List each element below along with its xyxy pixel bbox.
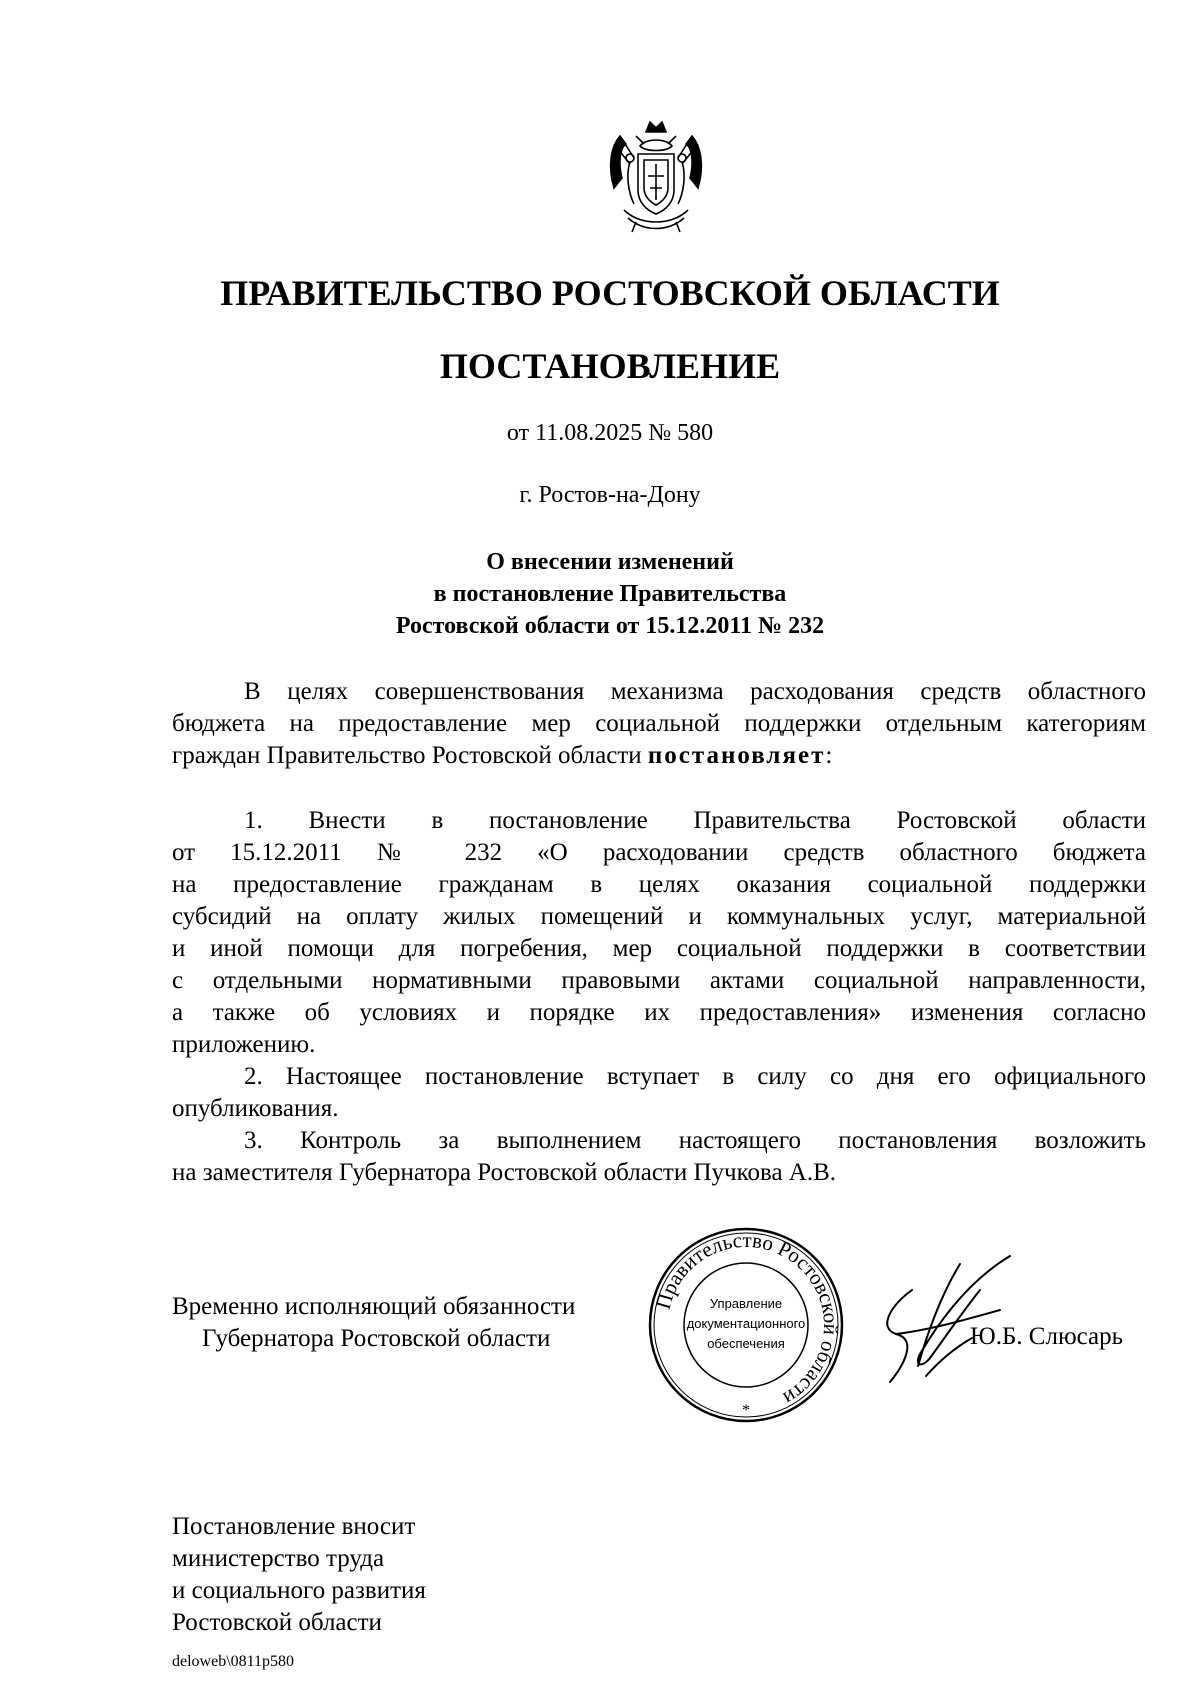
position-line: Губернатора Ростовской области xyxy=(202,1325,551,1352)
item-1-line: 1. Внести в постановление Правительства Ростовской области xyxy=(244,807,1146,834)
item-1-line: и иной помощи для погребения, мер социальной поддержки в соответствии xyxy=(172,935,1146,962)
subject-line: в постановление Правительства xyxy=(433,581,787,607)
item-1-line: от 15.12.2011 № 232 «О расходовании средств областного бюджета xyxy=(172,839,1146,866)
stamp-outer-text: Правительство Ростовской области xyxy=(650,1227,844,1411)
decree-items xyxy=(172,805,1146,1189)
item-1-line: субсидий на оплату жилых помещений и коммунальных услуг, материальной xyxy=(172,903,1146,930)
item-3-line: 3. Контроль за выполнением настоящего постановления возложить xyxy=(244,1127,1146,1154)
submitter-line: Ростовской области xyxy=(172,1609,382,1636)
submitter-block xyxy=(172,1511,426,1639)
item-1-line: с отдельными нормативными правовыми актами социальной направленности, xyxy=(172,967,1146,994)
subject-line: Ростовской области от 15.12.2011 № 232 xyxy=(395,613,825,639)
decree-type-title: ПОСТАНОВЛЕНИЕ xyxy=(439,346,781,386)
submitter-line: министерство труда xyxy=(172,1545,385,1572)
stamp-inner-line: документационного xyxy=(686,1316,806,1331)
item-3-line: на заместителя Губернатора Ростовской области Пучкова А.В. xyxy=(172,1159,837,1186)
stamp-star: * xyxy=(742,1402,750,1419)
subject-line: О внесении изменений xyxy=(486,549,734,575)
item-1-line: на предоставление гражданам в целях оказания социальной поддержки xyxy=(172,871,1146,898)
preamble-paragraph xyxy=(172,676,1146,772)
item-1-line: а также об условиях и порядке их предоставления» изменения согласно xyxy=(172,999,1146,1026)
city-line: г. Ростов-на-Дону xyxy=(519,482,701,508)
document-code: deloweb\0811p580 xyxy=(172,1653,295,1670)
government-title: ПРАВИТЕЛЬСТВО РОСТОВСКОЙ ОБЛАСТИ xyxy=(220,273,1000,313)
position-line: Временно исполняющий обязанности xyxy=(172,1293,576,1320)
signatory-position xyxy=(172,1291,575,1355)
resolves-emphasis: постановляет xyxy=(647,742,826,769)
stamp-inner-line: обеспечения xyxy=(707,1336,785,1351)
preamble-line: бюджета на предоставление мер социальной поддержки отдельным категориям xyxy=(172,710,1146,737)
date-number-line: от 11.08.2025 № 580 xyxy=(506,420,714,446)
item-2-line: 2. Настоящее постановление вступает в силу со дня его официального xyxy=(244,1063,1146,1090)
stamp-inner-line: Управление xyxy=(709,1296,783,1311)
handwritten-signature xyxy=(860,1250,1030,1390)
item-1-line: приложению. xyxy=(172,1031,316,1058)
coat-of-arms-icon xyxy=(600,118,712,236)
submitter-line: Постановление вносит xyxy=(172,1513,416,1540)
preamble-text: граждан Правительство Ростовской области xyxy=(172,742,648,769)
signatory-name: Ю.Б. Слюсарь xyxy=(970,1323,1124,1350)
preamble-colon: : xyxy=(825,742,833,769)
preamble-line: В целях совершенствования механизма расходования средств областного xyxy=(244,678,1146,705)
item-2-line: опубликования. xyxy=(172,1095,339,1122)
preamble-line xyxy=(172,740,1146,772)
decree-subject xyxy=(0,546,1200,642)
submitter-line: и социального развития xyxy=(172,1577,426,1604)
official-stamp xyxy=(646,1225,846,1425)
